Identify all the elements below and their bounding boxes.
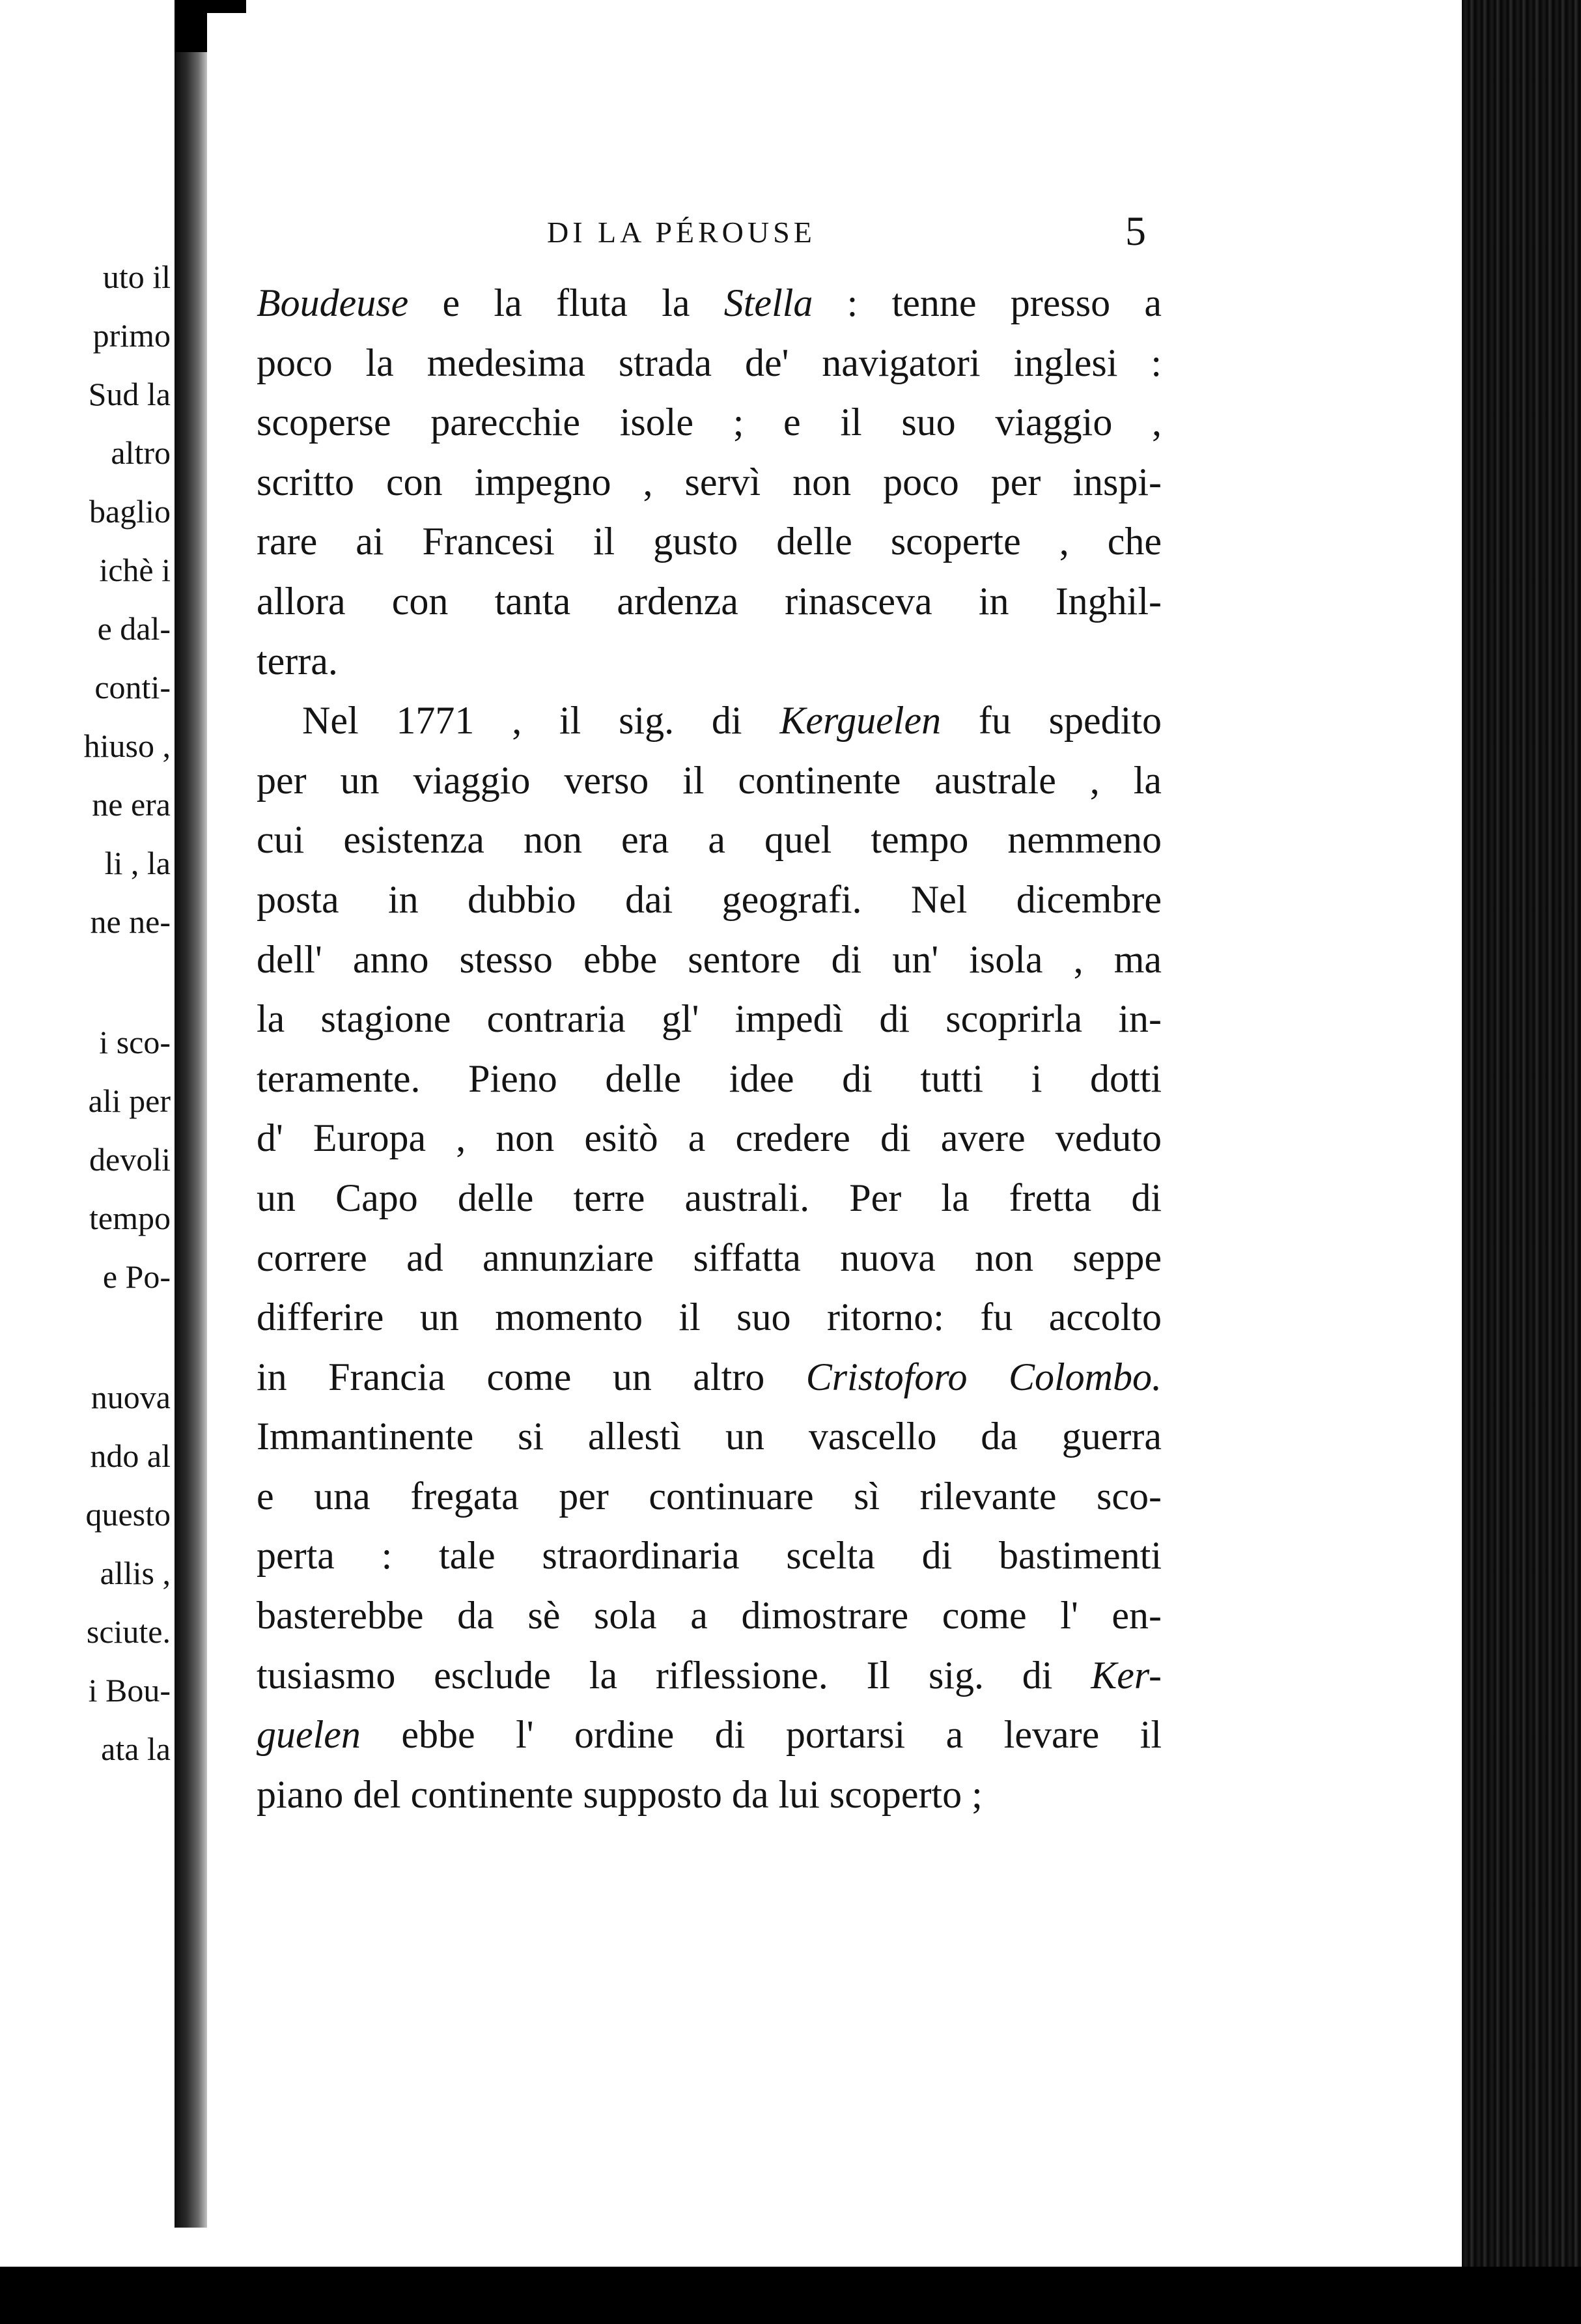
text-run: differire un momento il suo ritorno: fu accolto bbox=[257, 1296, 1162, 1339]
italic-text: Ker- bbox=[1091, 1653, 1162, 1697]
page-edges bbox=[1462, 0, 1581, 2324]
text-line bbox=[257, 572, 1162, 632]
text-line bbox=[257, 1526, 1162, 1586]
facing-page-line: ne era bbox=[92, 786, 171, 823]
text-line bbox=[257, 453, 1162, 513]
text-line bbox=[257, 989, 1162, 1049]
italic-text: Cristoforo Colombo. bbox=[805, 1355, 1162, 1398]
running-header: DI LA PÉROUSE bbox=[547, 216, 816, 249]
facing-page-line: Sud la bbox=[88, 376, 171, 412]
text-run: per un viaggio verso il continente australe , la bbox=[257, 758, 1162, 802]
body-text bbox=[257, 274, 1162, 1824]
text-run: : tenne presso a bbox=[813, 281, 1162, 324]
text-run: tusiasmo esclude la riflessione. Il sig. di bbox=[257, 1653, 1091, 1697]
text-line bbox=[257, 1348, 1162, 1408]
facing-page-line: e Po- bbox=[102, 1258, 171, 1295]
facing-page-line: devoli bbox=[89, 1141, 171, 1178]
text-line bbox=[257, 691, 1162, 751]
text-line bbox=[257, 870, 1162, 930]
facing-page-line: li , la bbox=[104, 845, 171, 881]
text-line bbox=[257, 1049, 1162, 1109]
text-line bbox=[257, 1288, 1162, 1348]
facing-page-line: altro bbox=[111, 434, 171, 471]
text-run: basterebbe da sè sola a dimostrare come l' en- bbox=[257, 1594, 1162, 1637]
facing-page-line: ichè i bbox=[99, 552, 171, 588]
text-line bbox=[257, 930, 1162, 990]
text-line bbox=[257, 1407, 1162, 1467]
facing-page-line: baglio bbox=[89, 493, 171, 530]
text-line bbox=[257, 1646, 1162, 1706]
bottom-border bbox=[0, 2267, 1581, 2324]
text-run: in Francia come un altro bbox=[257, 1355, 806, 1398]
text-run: ebbe l' ordine di portarsi a levare il bbox=[360, 1713, 1162, 1757]
text-line bbox=[257, 632, 1162, 692]
facing-page-line: ne ne- bbox=[90, 903, 171, 940]
text-run: piano del continente supposto da lui scoperto ; bbox=[257, 1772, 983, 1816]
text-run: Immantinente si allestì un vascello da guerra bbox=[257, 1415, 1162, 1458]
facing-page-line: i Bou- bbox=[88, 1672, 171, 1708]
facing-page-line: uto il bbox=[102, 259, 171, 295]
facing-page-line: sciute. bbox=[86, 1613, 171, 1650]
text-run: rare ai Francesi il gusto delle scoperte , che bbox=[257, 520, 1162, 563]
text-run: dell' anno stesso ebbe sentore di un' isola , ma bbox=[257, 937, 1162, 981]
italic-text: Stella bbox=[723, 281, 813, 324]
facing-page-line: ata la bbox=[101, 1731, 171, 1767]
text-line bbox=[257, 1765, 1162, 1825]
text-run: un Capo delle terre australi. Per la fretta di bbox=[257, 1176, 1162, 1219]
text-line bbox=[257, 1169, 1162, 1228]
text-run: poco la medesima strada de' navigatori inglesi : bbox=[257, 341, 1162, 384]
facing-page-fragment bbox=[0, 39, 176, 2202]
text-run: perta : tale straordinaria scelta di bastimenti bbox=[257, 1534, 1162, 1578]
italic-text: guelen bbox=[257, 1713, 361, 1757]
facing-page-line: questo bbox=[85, 1496, 171, 1533]
text-line bbox=[257, 393, 1162, 453]
text-line bbox=[257, 751, 1162, 811]
text-run: cui esistenza non era a quel tempo nemmeno bbox=[257, 818, 1162, 862]
facing-page-line: hiuso , bbox=[83, 728, 171, 764]
italic-text: Kerguelen bbox=[779, 699, 942, 743]
facing-page-line: ndo al bbox=[90, 1438, 171, 1474]
facing-page-line: e dal- bbox=[97, 610, 171, 647]
text-run: fu spedito bbox=[941, 699, 1162, 743]
text-line bbox=[257, 333, 1162, 393]
text-run: Nel 1771 , il sig. di bbox=[302, 699, 780, 743]
text-run: correre ad annunziare siffatta nuova non seppe bbox=[257, 1236, 1162, 1279]
text-run: posta in dubbio dai geografi. Nel dicembre bbox=[257, 877, 1162, 921]
text-run: allora con tanta ardenza rinasceva in Inghil- bbox=[257, 579, 1162, 623]
facing-page-line: conti- bbox=[94, 669, 171, 705]
text-line bbox=[257, 810, 1162, 870]
text-run: la stagione contraria gl' impedì di scoprirla in- bbox=[257, 997, 1162, 1041]
text-run: e la fluta la bbox=[408, 281, 724, 324]
page-number: 5 bbox=[1125, 208, 1146, 254]
facing-page-line: ali per bbox=[88, 1083, 171, 1119]
text-line bbox=[257, 1467, 1162, 1527]
text-run: teramente. Pieno delle idee di tutti i dotti bbox=[257, 1056, 1162, 1100]
book-gutter bbox=[175, 52, 208, 2228]
text-run: scritto con impegno , servì non poco per inspi- bbox=[257, 460, 1162, 503]
text-run: scoperse parecchie isole ; e il suo viaggio , bbox=[257, 401, 1162, 444]
text-line bbox=[257, 274, 1162, 333]
text-run: d' Europa , non esitò a credere di avere veduto bbox=[257, 1116, 1162, 1160]
text-line bbox=[257, 1228, 1162, 1288]
facing-page-line: i sco- bbox=[99, 1024, 171, 1060]
italic-text: Boudeuse bbox=[257, 281, 409, 324]
text-line bbox=[257, 1109, 1162, 1169]
facing-page-line: primo bbox=[92, 317, 171, 354]
facing-page-line: tempo bbox=[89, 1200, 171, 1236]
text-line bbox=[257, 1705, 1162, 1765]
text-run: terra. bbox=[257, 639, 338, 683]
text-run: e una fregata per continuare sì rilevante sco- bbox=[257, 1474, 1162, 1518]
text-line bbox=[257, 512, 1162, 572]
facing-page-line: nuova bbox=[91, 1379, 171, 1415]
facing-page-line: allis , bbox=[100, 1555, 171, 1591]
text-line bbox=[257, 1586, 1162, 1646]
